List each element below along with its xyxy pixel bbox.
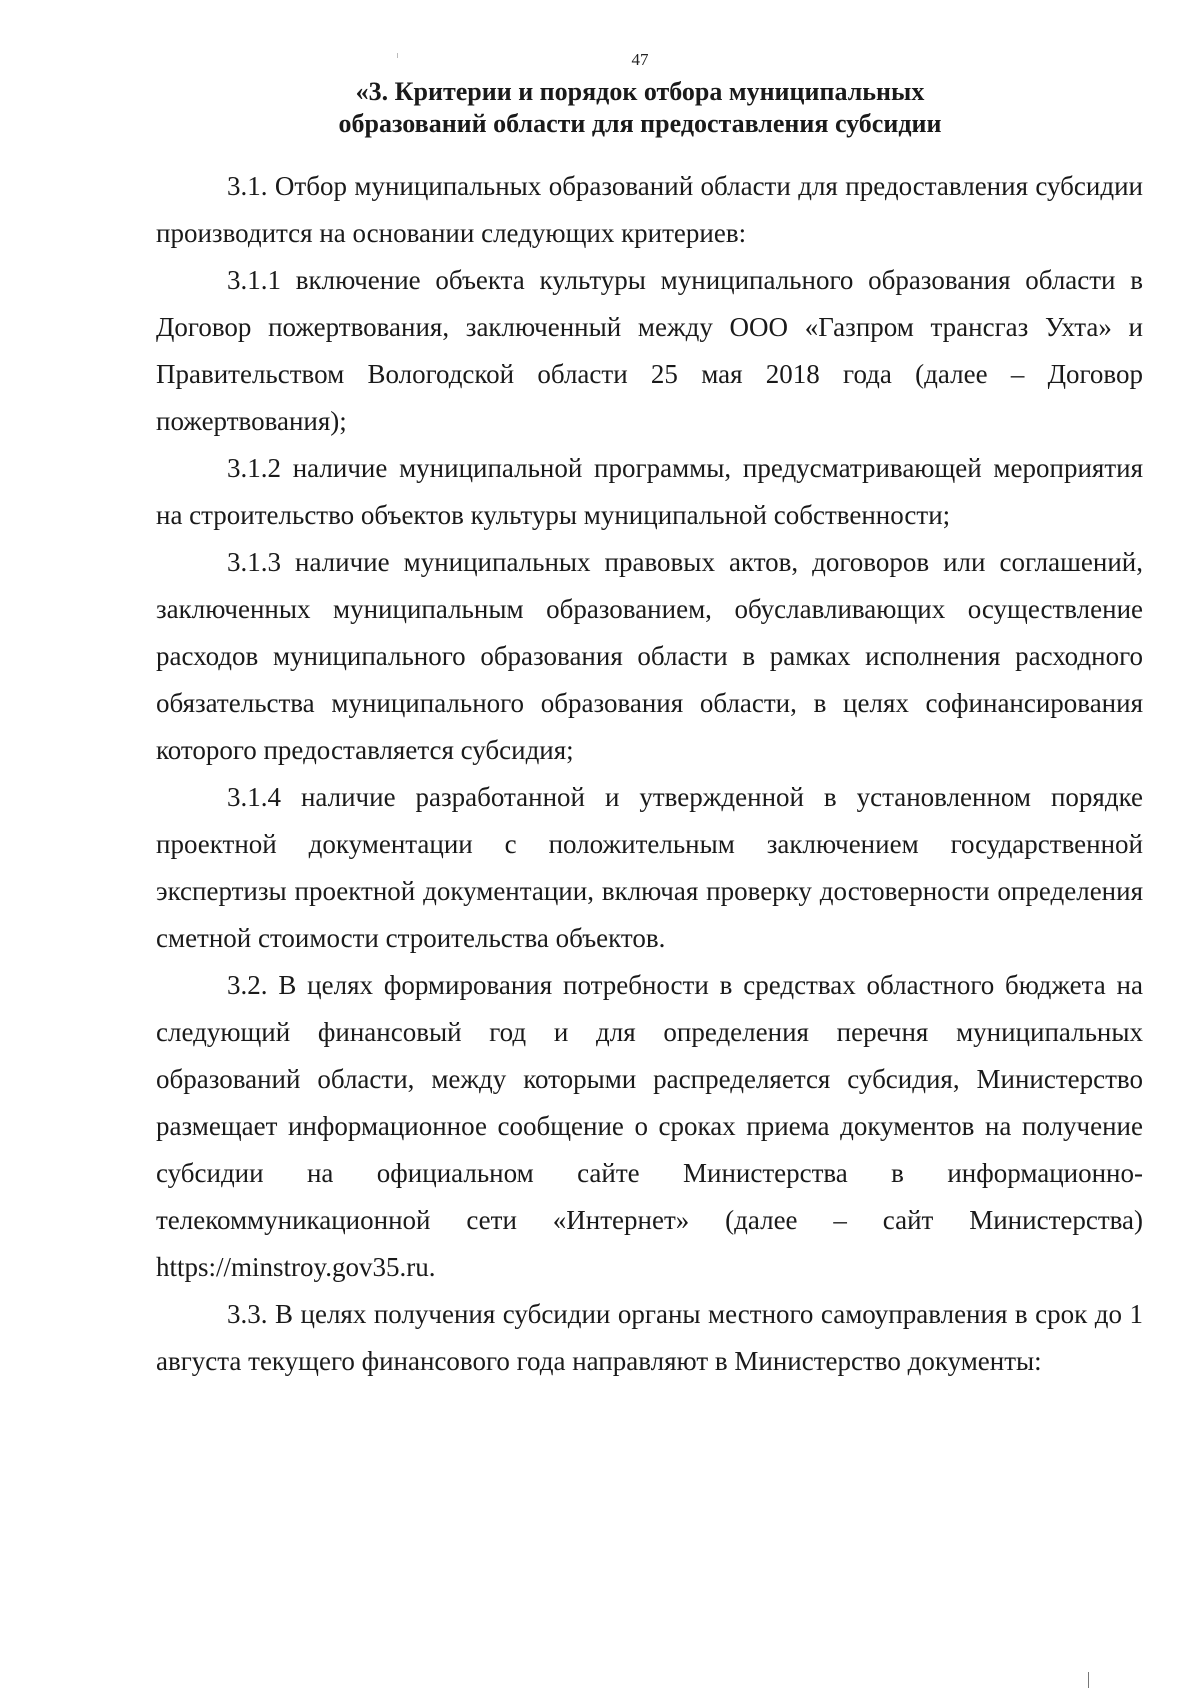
- paragraph-3-1-3: 3.1.3 наличие муниципальных правовых актов, договоров или соглашений, заключенных муниципальным образованием, обуславливающих осуществление расходов муниципального образования области в рамках исполнения расходного обязательства муниципального образования области, в целях софинансирования которого предоставляется субсидия;: [156, 547, 1143, 765]
- page-number: 47: [631, 50, 649, 69]
- paragraph-3-1-4: 3.1.4 наличие разработанной и утвержденной в установленном порядке проектной документации с положительным заключением государственной экспертизы проектной документации, включая проверку достоверности определения сметной стоимости строительства объектов.: [156, 782, 1143, 953]
- paragraph-3-1-1: 3.1.1 включение объекта культуры муниципального образования области в Договор пожертвования, заключенный между ООО «Газпром трансгаз Ухта» и Правительством Вологодской области 25 мая 2018 года (далее – Договор пожертвования);: [156, 265, 1143, 436]
- section-heading-line-2: образований области для предоставления субсидии: [338, 109, 942, 138]
- paragraph-3-1-2: 3.1.2 наличие муниципальной программы, предусматривающей мероприятия на строительство объектов культуры муниципальной собственности;: [156, 453, 1143, 530]
- paragraph-3-2: 3.2. В целях формирования потребности в средствах областного бюджета на следующий финансовый год и для определения перечня муниципальных образований области, между которыми распределяется субсидия, Министерство размещает информационное сообщение о сроках приема документов на получение субсидии на официальном сайте Министерства в информационно-телекоммуникационной сети «Интернет» (далее – сайт Министерства): [156, 970, 1143, 1235]
- ministry-website-url: https://minstroy.gov35.ru.: [156, 1252, 436, 1282]
- paragraph-3-1: 3.1. Отбор муниципальных образований области для предоставления субсидии производится на основании следующих критериев:: [156, 171, 1143, 248]
- document-body: [156, 163, 1143, 1385]
- scan-edge-mark: [1088, 1672, 1089, 1688]
- paragraph-3-3: 3.3. В целях получения субсидии органы местного самоуправления в срок до 1 августа текущего финансового года направляют в Министерство документы:: [156, 1299, 1143, 1376]
- section-heading: [140, 76, 1140, 140]
- section-heading-line-1: «3. Критерии и порядок отбора муниципальных: [355, 77, 925, 106]
